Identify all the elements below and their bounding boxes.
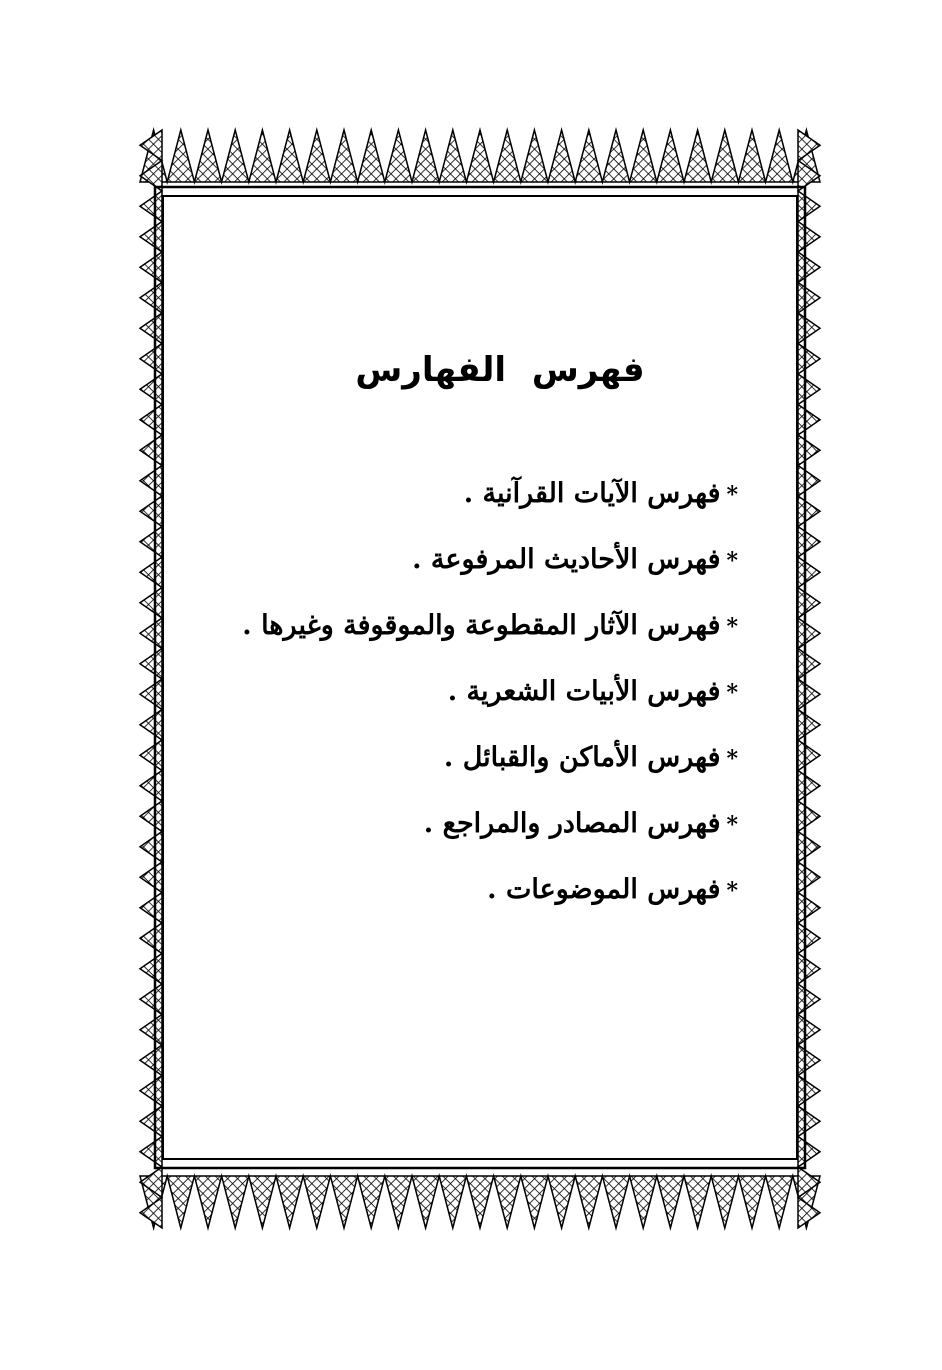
asterisk-bullet-icon: * bbox=[726, 812, 738, 838]
index-item-label: فهرس المصادر والمراجع . bbox=[423, 808, 721, 839]
index-item-label: فهرس الموضوعات . bbox=[487, 874, 721, 905]
index-item-sources-references bbox=[200, 800, 738, 866]
index-item-poetry-verses bbox=[200, 668, 738, 734]
asterisk-bullet-icon: * bbox=[726, 680, 738, 706]
index-item-label: فهرس الأبيات الشعرية . bbox=[447, 676, 721, 707]
top-zigzag-ornament bbox=[140, 130, 820, 182]
left-zigzag-ornament bbox=[140, 130, 162, 1228]
index-item-label: فهرس الأحاديث المرفوعة . bbox=[412, 544, 721, 575]
asterisk-bullet-icon: * bbox=[726, 548, 738, 574]
right-zigzag-ornament bbox=[798, 130, 820, 1228]
index-item-label: فهرس الآثار المقطوعة والموقوفة وغيرها . bbox=[242, 610, 721, 641]
index-item-quran-verses bbox=[200, 470, 738, 536]
index-item-athar bbox=[200, 602, 738, 668]
asterisk-bullet-icon: * bbox=[726, 614, 738, 640]
asterisk-bullet-icon: * bbox=[726, 482, 738, 508]
index-item-marfu-hadiths bbox=[200, 536, 738, 602]
index-item-topics bbox=[200, 866, 738, 932]
bottom-zigzag-ornament bbox=[140, 1176, 820, 1228]
asterisk-bullet-icon: * bbox=[726, 746, 738, 772]
index-list bbox=[200, 470, 738, 932]
asterisk-bullet-icon: * bbox=[726, 878, 738, 904]
index-item-label: فهرس الآيات القرآنية . bbox=[463, 478, 721, 509]
index-item-places-tribes bbox=[200, 734, 738, 800]
index-item-label: فهرس الأماكن والقبائل . bbox=[443, 742, 721, 773]
page-title: فهرس الفهارس bbox=[355, 350, 645, 390]
